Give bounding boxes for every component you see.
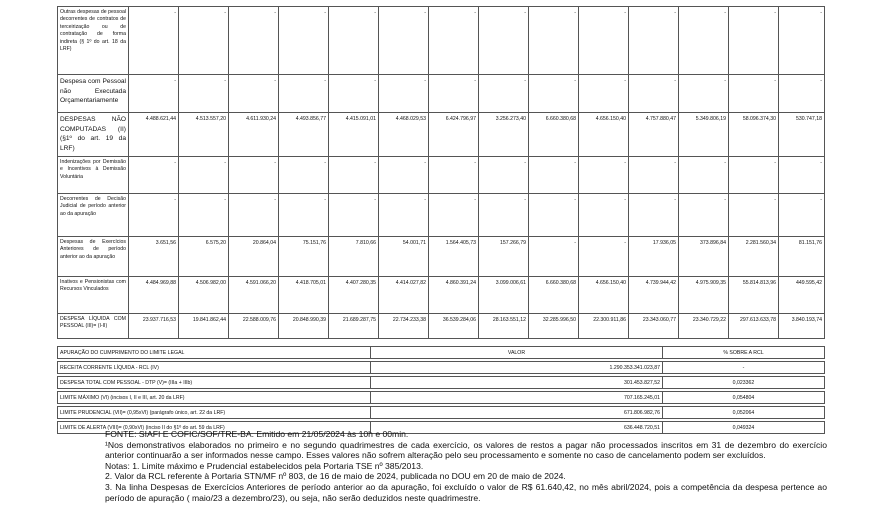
expense-value-cell: 4.484.969,88: [129, 277, 179, 314]
limit-label: RECEITA CORRENTE LÍQUIDA - RCL (IV): [58, 362, 371, 374]
expense-value-cell: 4.506.982,00: [179, 277, 229, 314]
footnote-restos-a-pagar: ¹Nos demonstrativos elaborados no primeiro e no segundo quadrimestres de cada exercício, os valores de restos a pagar não processados inscritos em 31 de dezembro do exercício anterior continuarão a ser informados nesse campo. Esses valores não sofrem alteração pelo seu processamento e somente no caso de cancelamento podem ser excluídos.: [105, 439, 827, 461]
expense-value-cell: -: [179, 194, 229, 237]
expense-value-cell: 4.468.029,53: [379, 113, 429, 157]
expense-value-cell: 4.757.880,47: [629, 113, 679, 157]
expense-value-cell: -: [179, 75, 229, 113]
expense-value-cell: -: [479, 75, 529, 113]
expense-row: [58, 194, 825, 237]
expense-row: [58, 237, 825, 277]
expense-value-cell: 4.488.621,44: [129, 113, 179, 157]
expense-value-cell: -: [679, 75, 729, 113]
expense-value-cell: -: [279, 7, 329, 75]
expense-value-cell: -: [779, 75, 825, 113]
expense-value-cell: -: [429, 75, 479, 113]
expense-value-cell: -: [679, 194, 729, 237]
expense-row-label: Despesa com Pessoal não Executada Orçamentariamente: [58, 75, 129, 113]
expense-value-cell: 81.151,76: [779, 237, 825, 277]
expense-value-cell: -: [579, 237, 629, 277]
expense-value-cell: -: [479, 157, 529, 194]
limit-value: 301.453.827,52: [371, 377, 663, 389]
expense-value-cell: 54.001,71: [379, 237, 429, 277]
expense-value-cell: 4.739.944,42: [629, 277, 679, 314]
expense-value-cell: 3.840.193,74: [779, 314, 825, 339]
expense-value-cell: -: [229, 7, 279, 75]
expense-value-cell: -: [779, 7, 825, 75]
expense-value-cell: 4.656.150,40: [579, 113, 629, 157]
expense-value-cell: -: [729, 157, 779, 194]
expense-value-cell: -: [129, 194, 179, 237]
expense-value-cell: 297.613.633,78: [729, 314, 779, 339]
expense-value-cell: 530.747,18: [779, 113, 825, 157]
expense-value-cell: 22.588.009,76: [229, 314, 279, 339]
expense-value-cell: 4.656.150,40: [579, 277, 629, 314]
limit-row-maximo: [58, 392, 825, 404]
expense-value-cell: -: [529, 157, 579, 194]
expense-value-cell: -: [279, 75, 329, 113]
expense-value-cell: -: [629, 7, 679, 75]
expense-value-cell: 20.848.990,39: [279, 314, 329, 339]
expense-value-cell: 32.285.996,50: [529, 314, 579, 339]
limit-label: DESPESA TOTAL COM PESSOAL - DTP (V)= (IIIa + IIIb): [58, 377, 371, 389]
limit-row-prudencial: [58, 407, 825, 419]
expense-row-label: Outras despesas de pessoal decorrentes de contratos de terceirização ou de contratação de forma indireta (§ 1º do art. 18 da LRF): [58, 7, 129, 75]
expense-value-cell: -: [579, 75, 629, 113]
expense-value-cell: -: [329, 75, 379, 113]
expense-value-cell: 6.660.380,68: [529, 113, 579, 157]
expense-value-cell: 3.651,56: [129, 237, 179, 277]
expense-value-cell: 373.896,84: [679, 237, 729, 277]
expense-value-cell: 22.734.233,38: [379, 314, 429, 339]
expense-value-cell: -: [179, 7, 229, 75]
expense-value-cell: 23.340.729,22: [679, 314, 729, 339]
expense-value-cell: 5.349.806,19: [679, 113, 729, 157]
expense-value-cell: -: [529, 237, 579, 277]
expense-row: [58, 75, 825, 113]
expense-value-cell: 4.414.027,82: [379, 277, 429, 314]
expense-value-cell: 6.424.796,97: [429, 113, 479, 157]
limit-row-dtp: [58, 377, 825, 389]
expense-row-label: DESPESAS NÃO COMPUTADAS (II) (§1º do art. 19 da LRF): [58, 113, 129, 157]
limit-percent: -: [663, 362, 825, 374]
expense-value-cell: -: [529, 7, 579, 75]
expense-value-cell: 19.841.862,44: [179, 314, 229, 339]
expense-row: [58, 277, 825, 314]
limit-header-row: [58, 347, 825, 359]
expense-row-label: Inativos e Pensionistas com Recursos Vinculados: [58, 277, 129, 314]
expense-value-cell: -: [379, 157, 429, 194]
expense-value-cell: -: [429, 194, 479, 237]
note-3: 3. Na linha Despesas de Exercícios Anteriores de período anterior ao da apuração, foi excluído o valor de R$ 61.640,42, no mês abril/2024, pois a competência da despesa pertence ao período de apuração ( maio/23 a dezembro/23), ou seja, não serão deduzidos neste quadrimestre.: [105, 481, 827, 503]
expense-row-label: Indenizações por Demissão e Incentivos à Demissão Voluntária: [58, 157, 129, 194]
expense-value-cell: -: [329, 157, 379, 194]
expense-value-cell: 157.266,79: [479, 237, 529, 277]
expense-value-cell: 4.860.391,24: [429, 277, 479, 314]
expense-value-cell: -: [729, 75, 779, 113]
expense-value-cell: -: [329, 194, 379, 237]
expense-value-cell: -: [779, 157, 825, 194]
expenses-table: [57, 6, 825, 339]
limit-compliance-table: [57, 346, 825, 434]
expense-row-label: DESPESA LÍQUIDA COM PESSOAL (III)= (I-II): [58, 314, 129, 339]
report-notes: [57, 429, 827, 503]
limit-header-value: VALOR: [371, 347, 663, 359]
limit-label: LIMITE PRUDENCIAL (VII)= (0,95xVI) (parágrafo único, art. 22 da LRF): [58, 407, 371, 419]
expense-value-cell: 36.539.284,06: [429, 314, 479, 339]
expense-value-cell: -: [229, 194, 279, 237]
expense-value-cell: -: [729, 194, 779, 237]
expense-value-cell: -: [729, 7, 779, 75]
expense-value-cell: -: [629, 194, 679, 237]
expense-value-cell: 75.151,76: [279, 237, 329, 277]
expense-value-cell: 21.689.287,75: [329, 314, 379, 339]
limit-percent: 0,054804: [663, 392, 825, 404]
expense-value-cell: -: [379, 194, 429, 237]
limit-value: 671.806.982,76: [371, 407, 663, 419]
expense-value-cell: 17.936,05: [629, 237, 679, 277]
expense-value-cell: 58.096.374,30: [729, 113, 779, 157]
expense-value-cell: 6.575,20: [179, 237, 229, 277]
expense-value-cell: -: [279, 157, 329, 194]
limit-label: LIMITE DE ALERTA (VIII)= (0,90xVI) (inciso II do §1º do art. 59 da LRF): [58, 422, 371, 434]
expense-value-cell: 1.564.405,73: [429, 237, 479, 277]
expense-value-cell: 4.591.066,20: [229, 277, 279, 314]
expense-value-cell: 6.660.380,68: [529, 277, 579, 314]
expense-row: [58, 113, 825, 157]
expense-value-cell: -: [579, 157, 629, 194]
expense-value-cell: -: [129, 157, 179, 194]
expense-value-cell: -: [129, 75, 179, 113]
expense-value-cell: 3.256.273,40: [479, 113, 529, 157]
expense-value-cell: -: [479, 7, 529, 75]
expense-value-cell: -: [479, 194, 529, 237]
source-note: FONTE: SIAFI E COFIC/SOF/TRE-BA. Emitido em 21/05/2024 às 10h e 00min.: [105, 429, 409, 439]
limit-percent: 0,023362: [663, 377, 825, 389]
expense-value-cell: -: [779, 194, 825, 237]
expense-value-cell: 4.975.909,35: [679, 277, 729, 314]
expense-value-cell: -: [179, 157, 229, 194]
expense-value-cell: 449.595,42: [779, 277, 825, 314]
expense-value-cell: -: [229, 75, 279, 113]
expense-value-cell: -: [429, 157, 479, 194]
expense-value-cell: 4.493.856,77: [279, 113, 329, 157]
expense-value-cell: 2.281.560,34: [729, 237, 779, 277]
expense-value-cell: -: [329, 7, 379, 75]
expense-value-cell: -: [629, 157, 679, 194]
expense-value-cell: 4.418.705,01: [279, 277, 329, 314]
expense-value-cell: -: [379, 75, 429, 113]
limit-row-rcl: [58, 362, 825, 374]
expense-row-label: Decorrentes de Decisão Judicial de período anterior ao da apuração: [58, 194, 129, 237]
limit-value: 636.448.720,51: [371, 422, 663, 434]
expense-value-cell: 22.300.911,86: [579, 314, 629, 339]
limit-header-label: APURAÇÃO DO CUMPRIMENTO DO LIMITE LEGAL: [58, 347, 371, 359]
limit-header-percent: % SOBRE A RCL: [663, 347, 825, 359]
limit-value: 1.290.353.341.023,87: [371, 362, 663, 374]
expense-value-cell: -: [529, 194, 579, 237]
expense-row: [58, 7, 825, 75]
expense-value-cell: -: [529, 75, 579, 113]
expense-value-cell: -: [279, 194, 329, 237]
expense-value-cell: 23.937.716,53: [129, 314, 179, 339]
expense-value-cell: 3.099.006,61: [479, 277, 529, 314]
expense-value-cell: 23.343.060,77: [629, 314, 679, 339]
expense-value-cell: -: [129, 7, 179, 75]
note-1: Notas: 1. Limite máximo e Prudencial estabelecidos pela Portaria TSE nº 385/2013.: [105, 460, 424, 471]
expense-value-cell: 4.611.930,24: [229, 113, 279, 157]
expense-row: [58, 157, 825, 194]
expense-value-cell: -: [229, 157, 279, 194]
limit-percent: 0,049324: [663, 422, 825, 434]
expense-value-cell: 20.864,04: [229, 237, 279, 277]
limit-label: LIMITE MÁXIMO (VI) (incisos I, II e III, art. 20 da LRF): [58, 392, 371, 404]
limit-value: 707.165.245,01: [371, 392, 663, 404]
expense-value-cell: -: [579, 194, 629, 237]
expense-value-cell: 28.163.551,12: [479, 314, 529, 339]
expense-value-cell: -: [679, 157, 729, 194]
limit-percent: 0,052064: [663, 407, 825, 419]
note-2: 2. Valor da RCL referente à Portaria STN/MF nº 803, de 16 de maio de 2024, publicada no DOU em 20 de maio de 2024.: [105, 471, 566, 482]
expense-value-cell: -: [379, 7, 429, 75]
expense-value-cell: 4.415.091,01: [329, 113, 379, 157]
expense-value-cell: 4.513.557,20: [179, 113, 229, 157]
expense-value-cell: 55.814.813,96: [729, 277, 779, 314]
expense-value-cell: -: [429, 7, 479, 75]
expense-value-cell: -: [629, 75, 679, 113]
expense-row-label: Despesas de Exercícios Anteriores de período anterior ao da apuração: [58, 237, 129, 277]
expense-value-cell: -: [579, 7, 629, 75]
expense-row: [58, 314, 825, 339]
expense-value-cell: -: [679, 7, 729, 75]
expense-value-cell: 4.407.280,35: [329, 277, 379, 314]
expense-value-cell: 7.810,66: [329, 237, 379, 277]
